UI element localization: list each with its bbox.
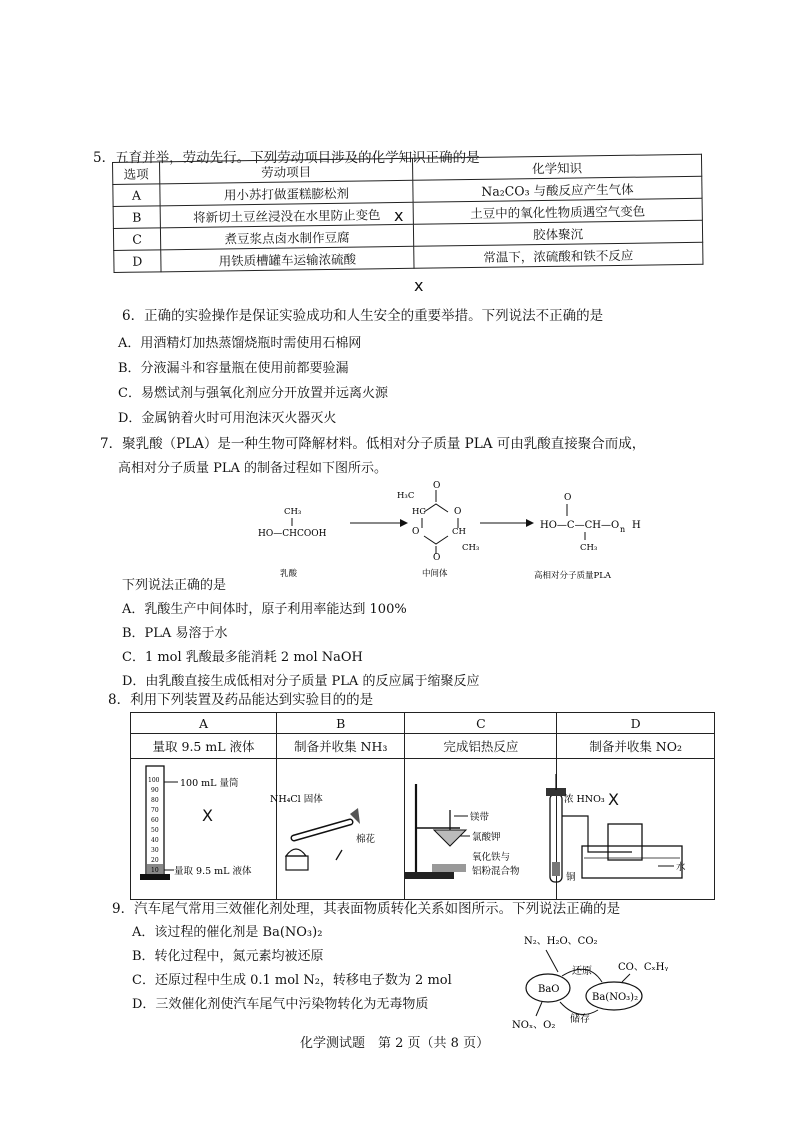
cycle-arrow [560, 1002, 598, 1015]
intermediate-hc: HC [412, 507, 426, 517]
q8-letter-d: D [557, 713, 715, 734]
q6-option-b: B．分液漏斗和容量瓶在使用前都要验漏 [118, 361, 349, 376]
kclo3-label: 氯酸钾 [472, 832, 501, 843]
lamp-body [286, 856, 308, 870]
fe2o3-label: 氧化铁与 [472, 852, 511, 863]
q5-header-task: 劳动项目 [160, 158, 413, 184]
page-footer: 化学测试题 第 2 页（共 8 页） [300, 1036, 490, 1051]
sand-dish [432, 864, 466, 872]
tick-label: 10 [151, 867, 159, 874]
q8-purpose-d: 制备并收集 NO₂ [557, 734, 715, 759]
q5-row-option: B [113, 206, 160, 229]
volume-label: 量取 9.5 mL 液体 [174, 866, 252, 877]
tick-label: 40 [151, 837, 159, 844]
pla-o: O [564, 493, 572, 503]
no2-apparatus-drawing [538, 764, 708, 884]
q5-table [112, 154, 703, 273]
intermediate-o: O [433, 553, 441, 563]
q7-option-b: B．PLA 易溶于水 [122, 626, 228, 641]
tick-label: 50 [151, 827, 159, 834]
handwritten-slash-mark [336, 850, 342, 860]
q7-stem-line1: 7．聚乳酸（PLA）是一种生物可降解材料。低相对分子质量 PLA 可由乳酸直接聚合而成， [100, 436, 646, 452]
handwritten-cross-mark: x [394, 206, 404, 225]
q8-purpose-c: 完成铝热反应 [405, 734, 557, 759]
label-lactic-acid: 乳酸 [280, 569, 298, 579]
q7-stem-line2: 高相对分子质量 PLA 的制备过程如下图所示。 [118, 461, 388, 476]
store-label: 储存 [570, 1014, 590, 1025]
alcohol-lamp [286, 849, 306, 856]
copper-piece [552, 862, 560, 876]
intermediate-ring-o: O [454, 507, 462, 517]
cylinder-base [140, 874, 170, 880]
pointer-line [536, 1002, 542, 1016]
intermediate-ring-o: O [412, 527, 420, 537]
intermediate-ch3: CH₃ [462, 543, 480, 553]
tick-label: 20 [151, 857, 159, 864]
ring-bond-line [424, 536, 448, 544]
stand-base [404, 872, 454, 879]
q7-option-c: C．1 mol 乳酸最多能消耗 2 mol NaOH [122, 650, 363, 665]
q9-option-d: D．三效催化剂使汽车尾气中污染物转化为无毒物质 [132, 997, 429, 1012]
handwritten-cross-mark: X [202, 806, 213, 825]
pla-ch3: CH₃ [580, 543, 598, 553]
q6-option-d: D．金属钠着火时可用泡沫灭火器灭火 [118, 411, 337, 426]
pla-reaction-diagram [240, 478, 660, 584]
pla-formula: HO—C—CH—O [540, 520, 620, 531]
q5-row-task: 用小苏打做蛋糕膨松剂 [160, 180, 413, 206]
q9-stem: 9．汽车尾气常用三效催化剂处理，其表面物质转化关系如图所示。下列说法正确的是 [112, 901, 621, 917]
tick-label: 90 [151, 787, 159, 794]
water-trough [582, 846, 682, 878]
reactants-co-label: CO、CₓHᵧ [618, 962, 669, 973]
tick-label: 60 [151, 817, 159, 824]
q5-row-option: A [113, 184, 160, 207]
cylinder-label: 100 mL 量筒 [180, 778, 239, 789]
hno3-label: 浓 HNO₃ [564, 794, 605, 805]
arrow-head-icon [400, 519, 408, 527]
q8-purpose-a: 量取 9.5 mL 液体 [131, 734, 277, 759]
al-mixture-label: 铝粉混合物 [472, 866, 520, 877]
q8-stem: 8．利用下列装置及药品能达到实验目的的是 [108, 692, 374, 708]
q7-option-a: A．乳酸生产中间体时，原子利用率能达到 100% [122, 602, 407, 617]
catalyst-cycle-diagram [498, 930, 688, 1032]
tick-label: 70 [151, 807, 159, 814]
nox-label: NOₓ、O₂ [512, 1020, 556, 1031]
q5-row-knowledge: Na₂CO₃ 与酸反应产生气体 [413, 176, 702, 202]
collecting-bottle [608, 824, 642, 860]
q5-stem: 5．五育并举，劳动先行。下列劳动项目涉及的化学知识正确的是 [93, 150, 480, 166]
tick-label: 100 [148, 777, 160, 784]
intermediate-h3c: H₃C [397, 491, 415, 501]
q8-letter-c: C [405, 713, 557, 734]
q5-row-knowledge: 胶体聚沉 [413, 220, 702, 246]
handwritten-cross-mark: X [608, 790, 619, 809]
thermite-apparatus-drawing [398, 764, 528, 884]
intermediate-o: O [433, 481, 441, 491]
q5-row-option: D [114, 250, 161, 273]
cotton-label: 棉花 [356, 834, 376, 845]
q6-option-a: A．用酒精灯加热蒸馏烧瓶时需使用石棉网 [118, 336, 362, 351]
funnel-paper [434, 830, 466, 846]
ammonia-apparatus-drawing [270, 764, 382, 884]
arrow-head-icon [526, 519, 534, 527]
q9-option-c: C．还原过程中生成 0.1 mol N₂，转移电子数为 2 mol [132, 973, 452, 988]
q6-option-c: C．易燃试剂与强氧化剂应分开放置并远离火源 [118, 386, 388, 401]
handwritten-cross-mark: x [414, 276, 424, 295]
nh4cl-label: NH₄Cl 固体 [270, 794, 323, 805]
q5-row-knowledge: 土豆中的氧化性物质遇空气变色 [413, 198, 702, 224]
q5-header-option: 选项 [113, 162, 160, 185]
q7-lead: 下列说法正确的是 [122, 578, 227, 593]
q6-stem: 6．正确的实验操作是保证实验成功和人生安全的重要举措。下列说法不正确的是 [122, 308, 604, 324]
q8-letter-b: B [277, 713, 405, 734]
q5-row-option: C [113, 228, 160, 251]
tick-label: 30 [151, 847, 159, 854]
pointer-line [622, 974, 630, 982]
test-tube-inner [294, 822, 350, 838]
q5-row-task: 煮豆浆点卤水制作豆腐 [160, 224, 413, 250]
q5-row-task: 用铁质槽罐车运输浓硫酸 [161, 246, 414, 272]
q8-purpose-b: 制备并收集 NH₃ [277, 734, 405, 759]
bao-label: BaO [538, 984, 560, 995]
q7-option-d: D．由乳酸直接生成低相对分子质量 PLA 的反应属于缩聚反应 [122, 674, 480, 689]
q9-option-a: A．该过程的催化剂是 Ba(NO₃)₂ [132, 925, 323, 940]
tick-label: 80 [151, 797, 159, 804]
pointer-line [546, 950, 558, 972]
q5-row-knowledge: 常温下，浓硫酸和铁不反应 [414, 242, 703, 268]
reduce-label: 还原 [572, 966, 592, 977]
lactic-formula: HO—CHCOOH [258, 529, 327, 539]
water-label: 水 [676, 862, 686, 873]
q9-option-b: B．转化过程中，氮元素均被还原 [132, 949, 324, 964]
ba-nitrate-label: Ba(NO₃)₂ [592, 992, 639, 1003]
cu-label: 铜 [566, 872, 576, 883]
q5-row-task: 将新切土豆丝浸没在水里防止变色 [160, 202, 413, 228]
products-label: N₂、H₂O、CO₂ [524, 936, 598, 947]
pla-n: n [620, 525, 626, 534]
ring-bond-line [424, 504, 448, 512]
mg-label: 镁带 [470, 812, 490, 823]
intermediate-ch: CH [452, 527, 466, 537]
label-high-pla: 高相对分子质量PLA [534, 571, 612, 581]
cylinder-scale [148, 777, 160, 874]
pla-h: H [632, 520, 641, 531]
label-intermediate: 中间体 [422, 569, 448, 579]
lactic-ch3: CH₃ [284, 507, 302, 517]
q5-header-knowledge: 化学知识 [412, 154, 701, 180]
q8-letter-a: A [131, 713, 277, 734]
